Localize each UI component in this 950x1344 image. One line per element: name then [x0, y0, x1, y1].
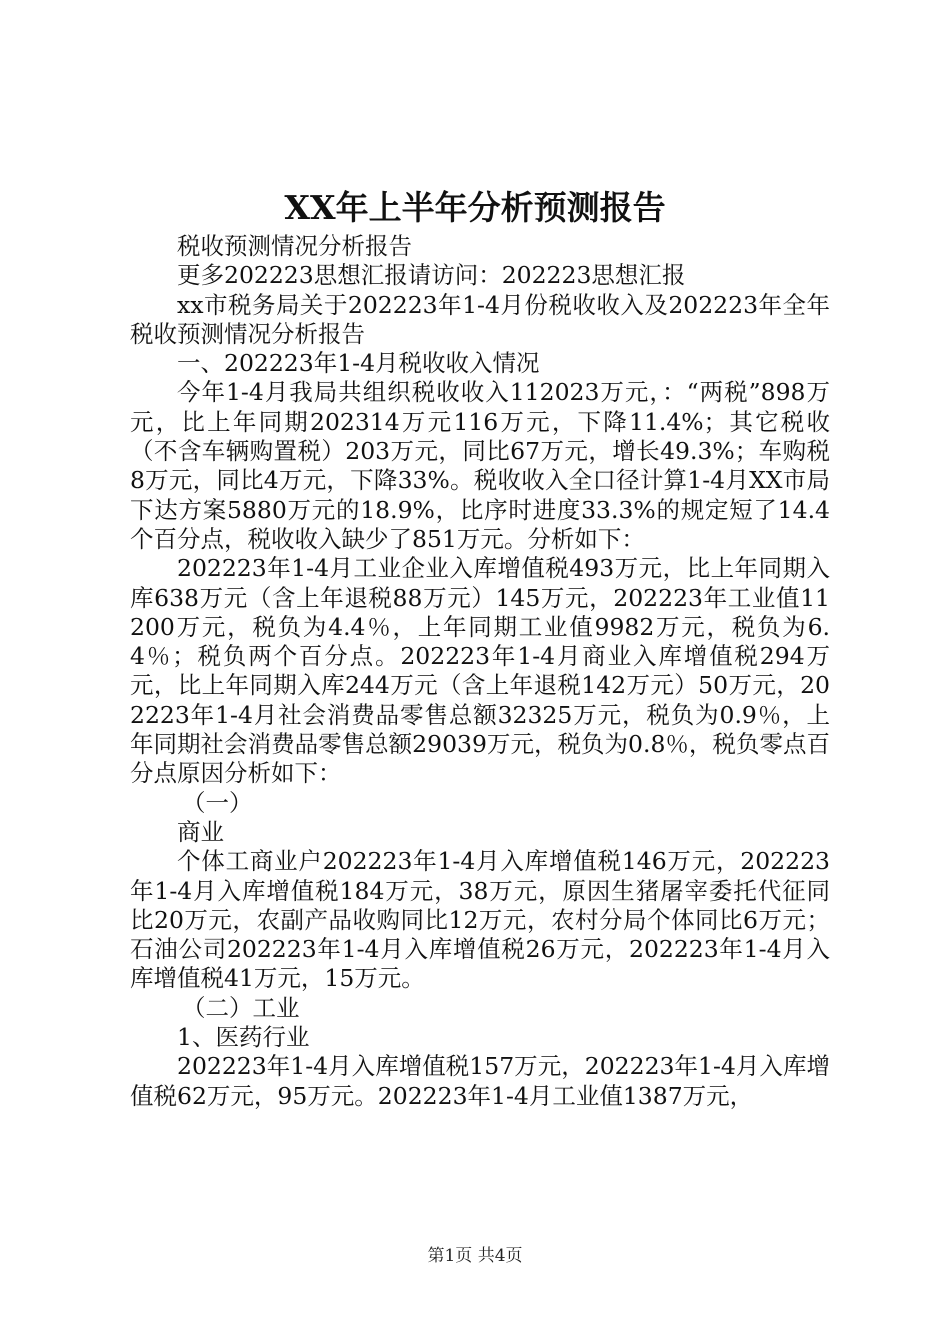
paragraph-pharma-detail: 202223年1-4月入库增值税157万元，202223年1-4月入库增值税62万元，95万元。202223年1-4月工业值1387万元， — [130, 1052, 830, 1110]
paragraph-more-link: 更多202223思想汇报请访问：202223思想汇报 — [177, 261, 686, 290]
paragraph-overview: 今年1-4月我局共组织税收收入112023万元，：“两税”898万元，比上年同期202314万元116万元，下降11.4%；其它税收（不含车辆购置税）203万元，同比67万元，增长49.3%；车购税8万元，同比4万元，下降33%。税收收入全口径计算1-4月XX市局下达方案5880万元的18.9%，比序时进度33.3%的规定短了14.4个百分点，税收收入缺少了851万元。分析如下： — [130, 378, 830, 553]
section-heading-1: 一、202223年1-4月税收收入情况 — [177, 349, 540, 378]
paragraph-report-heading: xx市税务局关于202223年1-4月份税收收入及202223年全年税收预测情况分析报告 — [130, 290, 830, 348]
item-heading-pharma: 1、医药行业 — [177, 1023, 310, 1052]
page-number: 第1页 共4页 — [427, 1246, 523, 1266]
paragraph-industry-commerce: 202223年1-4月工业企业入库增值税493万元，比上年同期入库638万元（含上年退税88万元）145万元，202223年工业值11200万元，税负为4.4％，上年同期工业值9982万元，税负为6.4％；税负两个百分点。202223年1-4月商业入库增值税294万元，比上年同期入库244万元（含上年退税142万元）50万元，202223年1-4月社会消费品零售总额32325万元，税负为0.9％，上年同期社会消费品零售总额29039万元，税负为0.8％，税负零点百分点原因分析如下： — [130, 554, 830, 788]
document-title: XX年上半年分析预测报告 — [284, 188, 666, 227]
subsection-marker-1: （一） — [182, 788, 253, 817]
subsection-heading-industry: （二）工业 — [182, 993, 300, 1022]
paragraph-subtitle: 税收预测情况分析报告 — [177, 232, 412, 260]
subsection-heading-commerce: 商业 — [177, 817, 224, 846]
paragraph-commerce-detail: 个体工商业户202223年1-4月入库增值税146万元，202223年1-4月入库增值税184万元，38万元，原因生猪屠宰委托代征同比20万元，农副产品收购同比12万元，农村分局个体同比6万元；石油公司202223年1-4月入库增值税26万元，202223年1-4月入库增值税41万元，15万元。 — [130, 847, 830, 993]
document-body — [130, 232, 830, 1111]
